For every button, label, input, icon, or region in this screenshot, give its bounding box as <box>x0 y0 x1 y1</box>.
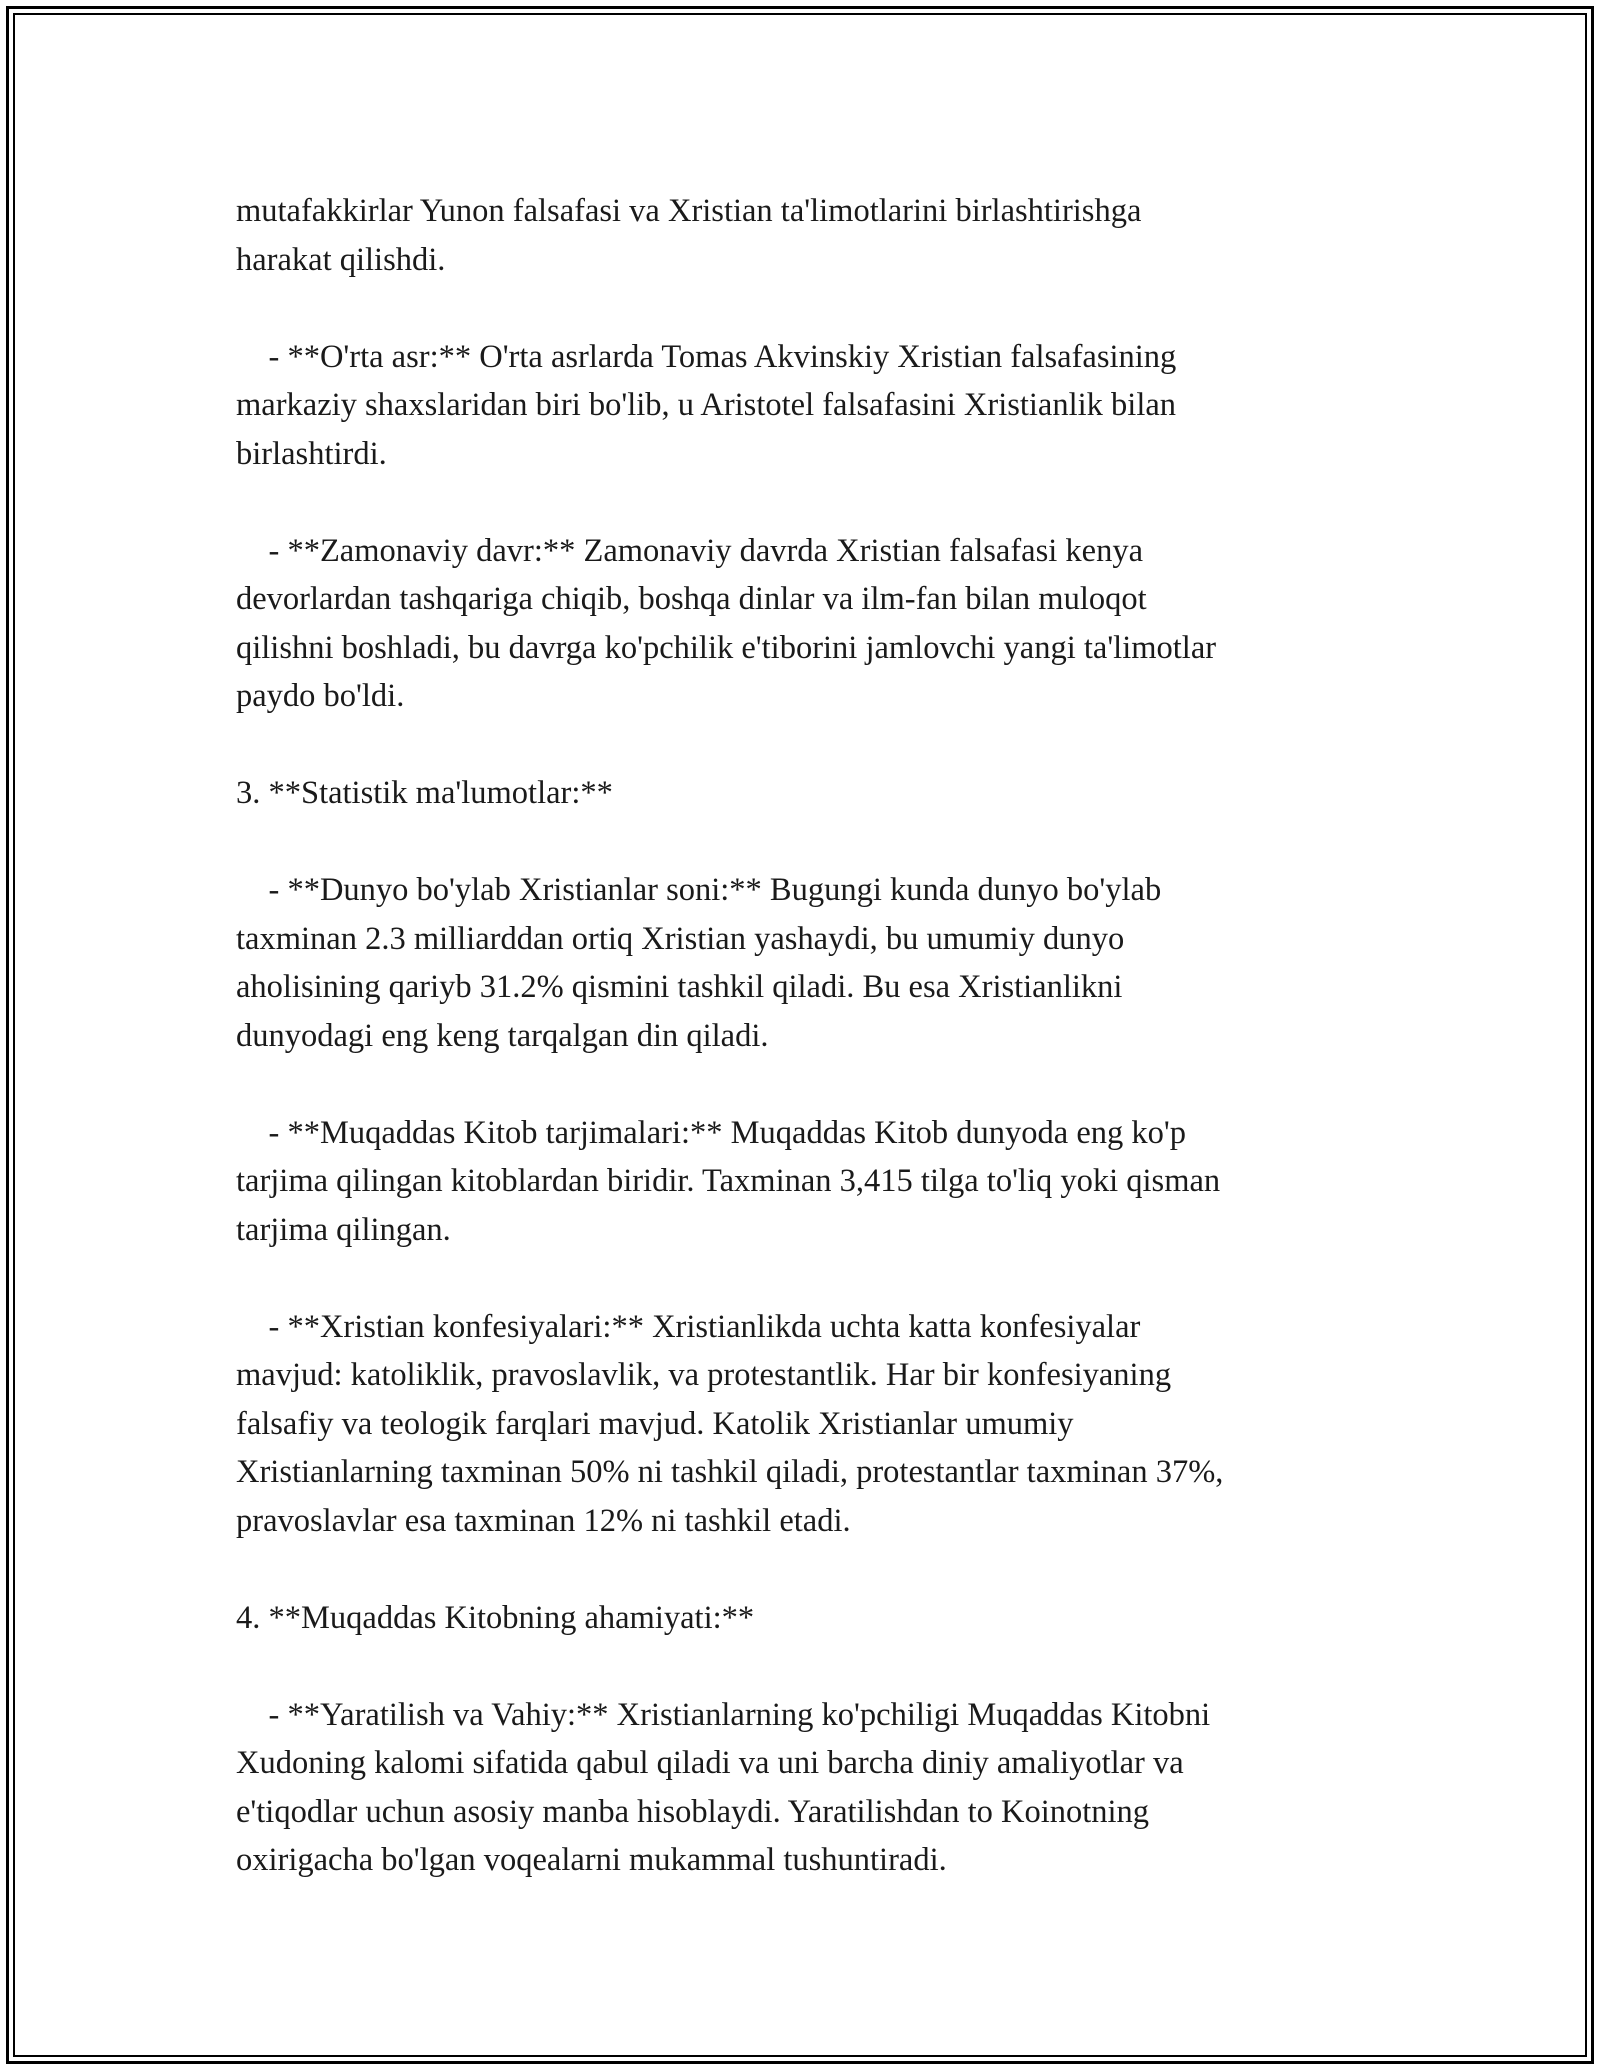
document-body <box>236 187 1376 1885</box>
paragraph-gap <box>236 478 1376 527</box>
list-item-yaratilish-vahiy: - **Yaratilish va Vahiy:** Xristianlarning ko'pchiligi Muqaddas Kitobni Xudoning kalomi sifatida qabul qiladi va uni barcha diniy amaliyotlar va e'tiqodlar uchun asosiy manba hisoblaydi. Yaratilishdan to Koinotning oxirigacha bo'lgan voqealarni mukammal tushuntiradi. <box>236 1696 1211 1878</box>
list-item-zamonaviy-davr: - **Zamonaviy davr:** Zamonaviy davrda Xristian falsafasi kenya devorlardan tashqariga chiqib, boshqa dinlar va ilm-fan bilan muloqot qilishni boshladi, bu davrga ko'pchilik e'tiborini jamlovchi yangi ta'limotlar paydo bo'ldi. <box>236 532 1217 714</box>
section-heading-statistik: 3. **Statistik ma'lumotlar:** <box>236 775 613 811</box>
list-item-orta-asr: - **O'rta asr:** O'rta asrlarda Tomas Akvinskiy Xristian falsafasining markaziy shaxslaridan biri bo'lib, u Aristotel falsafasini Xristianlik bilan birlashtirdi. <box>236 338 1177 472</box>
paragraph-intro-continuation: mutafakkirlar Yunon falsafasi va Xristian ta'limotlarini birlashtirishga harakat qilishdi. <box>236 193 1142 278</box>
paragraph-gap <box>236 818 1376 867</box>
section-heading-kitob-ahamiyati: 4. **Muqaddas Kitobning ahamiyati:** <box>236 1599 755 1636</box>
list-item-kitob-tarjimalari: - **Muqaddas Kitob tarjimalari:** Muqaddas Kitob dunyoda eng ko'p tarjima qilingan kitoblardan biridir. Taxminan 3,415 tilga to'liq yoki qisman tarjima qilingan. <box>236 1114 1221 1248</box>
paragraph-gap <box>236 1254 1376 1303</box>
list-item-xristianlar-soni: - **Dunyo bo'ylab Xristianlar soni:** Bugungi kunda dunyo bo'ylab taxminan 2.3 milliarddan ortiq Xristian yashaydi, bu umumiy dunyo aholisining qariyb 31.2% qismini tashkil qiladi. Bu esa Xristianlikni dunyodagi eng keng tarqalgan din qiladi. <box>236 872 1162 1054</box>
paragraph-gap <box>236 1642 1376 1691</box>
list-item-konfesiyalar: - **Xristian konfesiyalari:** Xristianlikda uchta katta konfesiyalar mavjud: katoliklik, pravoslavlik, va protestantlik. Har bir konfesiyaning falsafiy va teologik farqlari mavjud. Katolik Xristianlar umumiy Xristianlarning taxminan 50% ni tashkil qiladi, protestantlar taxminan 37%, pravoslavlar esa taxminan 12% ni tashkil etadi. <box>236 1308 1224 1539</box>
paragraph-gap <box>236 1545 1376 1594</box>
paragraph-gap <box>236 721 1376 770</box>
paragraph-gap <box>236 1060 1376 1109</box>
paragraph-gap <box>236 284 1376 333</box>
